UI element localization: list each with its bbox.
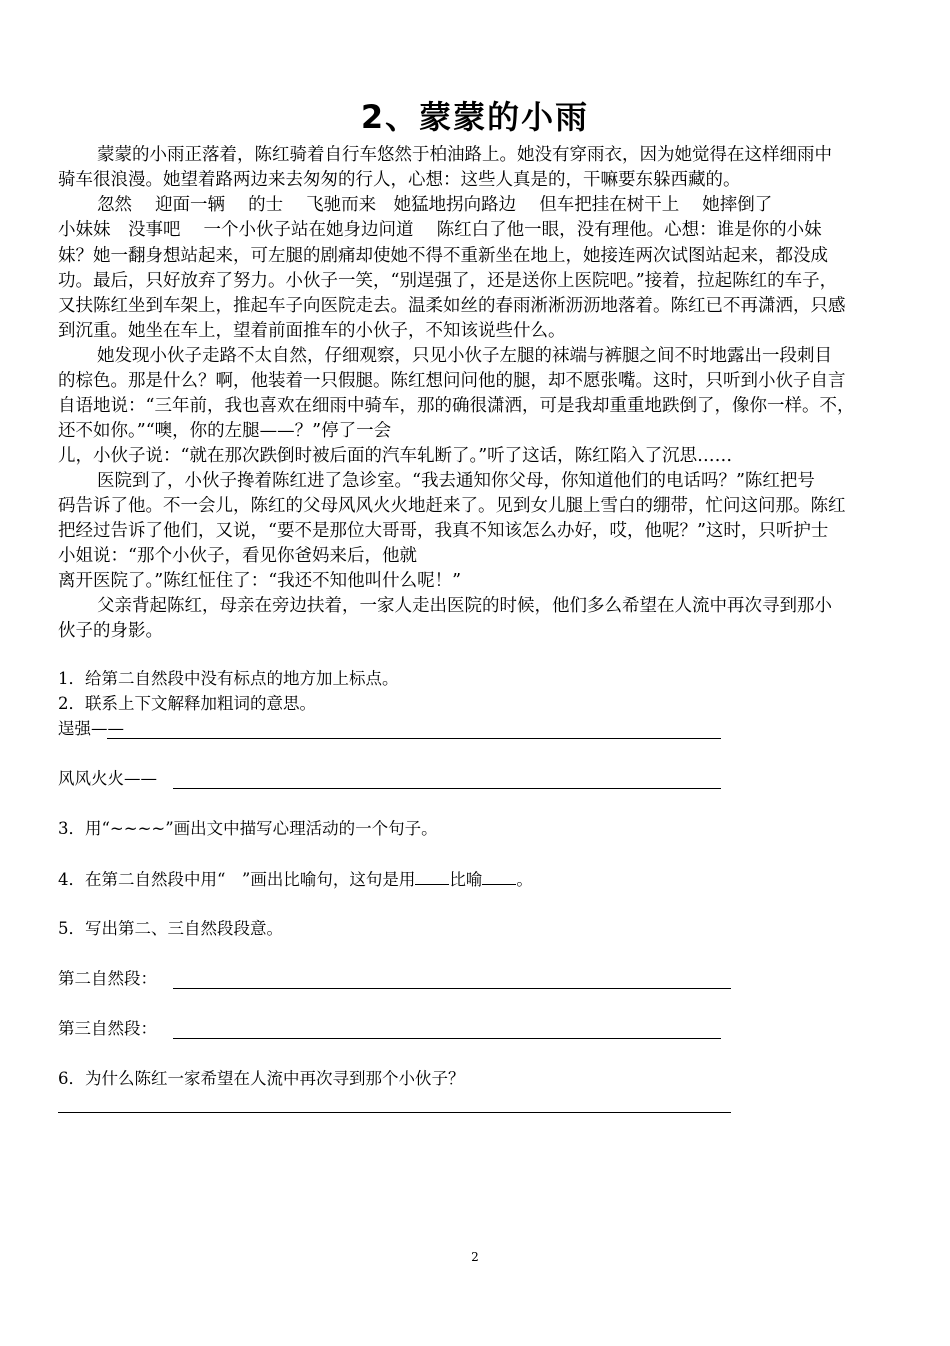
passage-line: 骑车很浪漫。她望着路两边来去匆匆的行人，心想：这些人真是的，干嘛要东躲西藏的。 [58,170,741,190]
passage-line: 的棕色。那是什么？啊，他装着一只假腿。陈红想问问他的腿，却不愿张嘴。这时，只听到小伙子自言 [58,371,846,391]
question-4 [58,868,533,891]
passage-line: 码告诉了他。不一会儿，陈红的父母风风火火地赶来了。见到女儿腿上雪白的绷带，忙问这问那。陈红 [58,496,846,516]
passage-line: 离开医院了。”陈红怔住了：“我还不知他叫什么呢！” [58,571,462,591]
answer-line-5b[interactable] [173,1038,721,1039]
passage-line: 妹？她一翻身想站起来，可左腿的剧痛却使她不得不重新坐在地上，她接连两次试图站起来，都没成 [58,246,828,266]
passage-line: 小妹妹 没事吧 一个小伙子站在她身边问道 陈红白了他一眼，没有理他。心想：谁是你的小妹 [58,220,822,240]
question-4-part1: 4．在第二自然段中用“ ”画出比喻句，这句是用 [58,870,416,889]
passage-line: 忽然 迎面一辆 的士 飞驰而来 她猛地拐向路边 但车把挂在树干上 她摔倒了 [97,195,773,215]
passage-line: 小姐说：“那个小伙子，看见你爸妈来后，他就 [58,546,417,566]
passage-line: 父亲背起陈红，母亲在旁边扶着，一家人走出医院的时候，他们多么希望在人流中再次寻到那小 [97,596,832,616]
passage-line: 把经过告诉了他们，又说，“要不是那位大哥哥，我真不知该怎么办好，哎，他呢？”这时，只听护士 [58,521,829,541]
question-2: 2．联系上下文解释加粗词的意思。 [58,694,316,713]
passage-line: 又扶陈红坐到车架上，推起车子向医院走去。温柔如丝的春雨淅淅沥沥地落着。陈红已不再潇洒，只感 [58,296,846,316]
question-4-part2: 比喻 [449,870,483,889]
passage-line: 儿，小伙子说：“就在那次跌倒时被后面的汽车轧断了。”听了这话，陈红陷入了沉思…… [58,446,733,466]
question-5: 5．写出第二、三自然段段意。 [58,919,283,938]
question-5a-label: 第二自然段： [58,969,157,988]
answer-line-2a[interactable] [107,738,721,739]
passage-line: 她发现小伙子走路不太自然，仔细观察，只见小伙子左腿的袜端与裤腿之间不时地露出一段刺目 [97,346,832,366]
question-2b-label: 风风火火—— [58,769,157,788]
passage-line: 伙子的身影。 [58,621,163,641]
passage-line: 到沉重。她坐在车上，望着前面推车的小伙子，不知该说些什么。 [58,321,566,341]
passage-line: 功。最后，只好放弃了努力。小伙子一笑，“别逞强了，还是送你上医院吧。”接着，拉起陈红的车子， [58,271,838,291]
page-title: 2、蒙蒙的小雨 [360,98,590,136]
question-1: 1．给第二自然段中没有标点的地方加上标点。 [58,669,399,688]
answer-line-6[interactable] [58,1112,731,1113]
passage-line: 自语地说：“三年前，我也喜欢在细雨中骑车，那的确很潇洒，可是我却重重地跌倒了，像你一样。不， [58,396,855,416]
question-6: 6．为什么陈红一家希望在人流中再次寻到那个小伙子？ [58,1069,465,1088]
answer-blank-4b[interactable] [482,868,516,885]
answer-line-2b[interactable] [173,788,721,789]
question-4-part3: 。 [516,870,533,889]
page-number: 2 [471,1250,479,1264]
passage-line: 蒙蒙的小雨正落着，陈红骑着自行车悠然于柏油路上。她没有穿雨衣，因为她觉得在这样细雨中 [97,145,832,165]
answer-blank-4a[interactable] [415,868,449,885]
question-2a-label: 逞强—— [58,719,124,738]
answer-line-5a[interactable] [173,988,731,989]
question-5b-label: 第三自然段： [58,1019,157,1038]
passage-line: 还不如你。”“噢，你的左腿——？”停了一会 [58,421,392,441]
passage-line: 医院到了，小伙子搀着陈红进了急诊室。“我去通知你父母，你知道他们的电话吗？”陈红把号 [97,471,815,491]
question-3: 3．用“~~~~”画出文中描写心理活动的一个句子。 [58,819,438,838]
